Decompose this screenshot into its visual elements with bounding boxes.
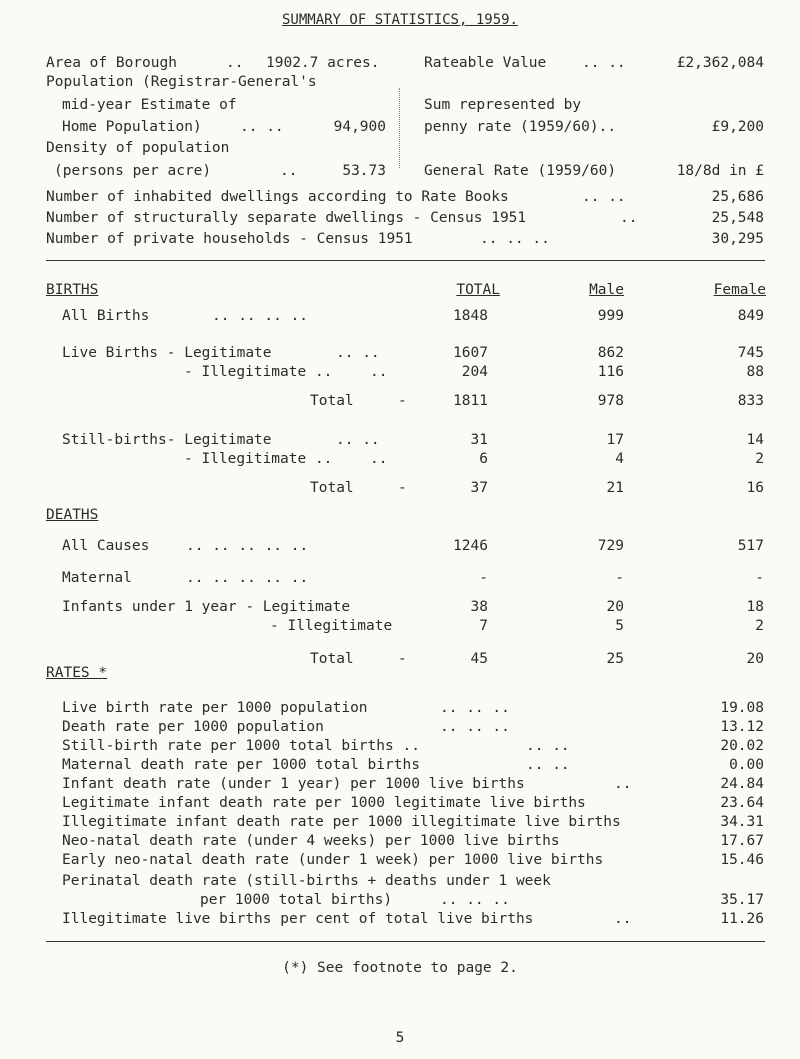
general-rate-value: 18/8d in £ (676, 163, 764, 179)
dwellings-label: Number of private households - Census 1951 (46, 231, 413, 247)
rateable-value: £2,362,084 (676, 55, 764, 71)
footnote: (*) See footnote to page 2. (282, 960, 518, 976)
births-heading: BIRTHS (46, 282, 99, 298)
row-dots: .. (370, 451, 388, 467)
rate-label: Legitimate infant death rate per 1000 legitimate live births (62, 795, 586, 811)
row-dash: - (398, 480, 407, 496)
row-dash: - (398, 651, 407, 667)
divider (46, 941, 765, 942)
female-cell: 18 (746, 599, 764, 615)
dwellings-value: 30,295 (711, 231, 764, 247)
female-cell: 745 (737, 345, 764, 361)
population-value: 94,900 (333, 119, 386, 135)
dwellings-value: 25,686 (711, 189, 764, 205)
rate-dots: .. .. .. (440, 719, 510, 735)
dwellings-dots: .. .. (582, 189, 626, 205)
female-cell: 20 (746, 651, 764, 667)
row-label: Total (310, 480, 354, 496)
total-cell: 1811 (453, 393, 488, 409)
row-dots: .. .. .. .. .. (186, 570, 309, 586)
rate-dots: .. (614, 776, 632, 792)
rate-value: 20.02 (720, 738, 764, 754)
total-cell: 45 (470, 651, 488, 667)
female-cell: 88 (746, 364, 764, 380)
rate-value: 23.64 (720, 795, 764, 811)
rate-dots: .. .. (526, 738, 570, 754)
column-divider (399, 88, 400, 168)
column-header-total: TOTAL (456, 282, 500, 298)
rate-label: Early neo-natal death rate (under 1 week) per 1000 live births (62, 852, 604, 868)
row-dots: .. .. (336, 345, 380, 361)
dwellings-label: Number of structurally separate dwellings - Census 1951 (46, 210, 527, 226)
total-cell: - (479, 570, 488, 586)
row-label: Total (310, 393, 354, 409)
rate-dots: .. .. .. (440, 892, 510, 908)
density-dots: .. (280, 163, 298, 179)
population-label-2: mid-year Estimate of (62, 97, 237, 113)
male-cell: 999 (597, 308, 624, 324)
density-label-2: (persons per acre) (54, 163, 212, 179)
dwellings-dots: .. .. .. (480, 231, 550, 247)
total-cell: 31 (470, 432, 488, 448)
rate-value: 24.84 (720, 776, 764, 792)
rate-label: Still-birth rate per 1000 total births .. (62, 738, 420, 754)
rate-label: Infant death rate (under 1 year) per 1000 live births (62, 776, 525, 792)
female-cell: 833 (737, 393, 764, 409)
column-header-male: Male (589, 282, 624, 298)
deaths-heading: DEATHS (46, 507, 99, 523)
row-label: Infants under 1 year - Legitimate (62, 599, 351, 615)
rate-label: Perinatal death rate (still-births + deaths under 1 week (62, 873, 551, 889)
area-dots: .. (226, 55, 244, 71)
density-label: Density of population (46, 140, 230, 156)
male-cell: 116 (597, 364, 624, 380)
row-dots: .. (370, 364, 388, 380)
rate-value: 35.17 (720, 892, 764, 908)
row-dash: - (398, 393, 407, 409)
male-cell: 5 (615, 618, 624, 634)
total-cell: 38 (470, 599, 488, 615)
row-label: - Illegitimate (270, 618, 393, 634)
male-cell: 17 (606, 432, 624, 448)
dwellings-value: 25,548 (711, 210, 764, 226)
row-dots: .. .. .. .. .. (186, 538, 309, 554)
female-cell: - (755, 570, 764, 586)
male-cell: 978 (597, 393, 624, 409)
row-label: Still-births- Legitimate (62, 432, 272, 448)
rates-heading: RATES * (46, 665, 108, 681)
rateable-label: Rateable Value (424, 55, 547, 71)
row-label: - Illegitimate .. (184, 364, 333, 380)
density-value: 53.73 (342, 163, 386, 179)
rate-value: 15.46 (720, 852, 764, 868)
total-cell: 1246 (453, 538, 488, 554)
row-dots: .. .. .. .. (212, 308, 309, 324)
general-rate-label: General Rate (1959/60) (424, 163, 617, 179)
female-cell: 517 (737, 538, 764, 554)
rate-value: 34.31 (720, 814, 764, 830)
female-cell: 849 (737, 308, 764, 324)
rate-label: Illegitimate live births per cent of total live births (62, 911, 534, 927)
divider (46, 260, 765, 261)
total-cell: 7 (479, 618, 488, 634)
rate-value: 13.12 (720, 719, 764, 735)
rate-label: Neo-natal death rate (under 4 weeks) per 1000 live births (62, 833, 560, 849)
row-label: Live Births - Legitimate (62, 345, 272, 361)
rate-value: 0.00 (729, 757, 764, 773)
population-dots: .. .. (240, 119, 284, 135)
penny-label: Sum represented by (424, 97, 582, 113)
female-cell: 14 (746, 432, 764, 448)
rate-label: per 1000 total births) (200, 892, 393, 908)
row-label: Total (310, 651, 354, 667)
row-label: All Causes (62, 538, 150, 554)
male-cell: - (615, 570, 624, 586)
rate-dots: .. (614, 911, 632, 927)
rateable-dots: .. .. (582, 55, 626, 71)
rate-label: Live birth rate per 1000 population (62, 700, 368, 716)
row-label: All Births (62, 308, 150, 324)
rate-label: Maternal death rate per 1000 total births (62, 757, 420, 773)
rate-label: Death rate per 1000 population (62, 719, 324, 735)
male-cell: 4 (615, 451, 624, 467)
total-cell: 1607 (453, 345, 488, 361)
rate-value: 17.67 (720, 833, 764, 849)
area-label: Area of Borough (46, 55, 177, 71)
page-title: SUMMARY OF STATISTICS, 1959. (281, 12, 518, 28)
rate-dots: .. .. (526, 757, 570, 773)
penny-label-2: penny rate (1959/60).. (424, 119, 617, 135)
total-cell: 37 (470, 480, 488, 496)
dwellings-label: Number of inhabited dwellings according to Rate Books (46, 189, 509, 205)
total-cell: 1848 (453, 308, 488, 324)
male-cell: 729 (597, 538, 624, 554)
dwellings-dots: .. (620, 210, 638, 226)
population-label-3: Home Population) (62, 119, 202, 135)
male-cell: 25 (606, 651, 624, 667)
population-label: Population (Registrar-General's (46, 74, 317, 90)
female-cell: 16 (746, 480, 764, 496)
penny-value: £9,200 (711, 119, 764, 135)
total-cell: 6 (479, 451, 488, 467)
total-cell: 204 (461, 364, 488, 380)
row-dots: .. .. (336, 432, 380, 448)
male-cell: 21 (606, 480, 624, 496)
row-label: Maternal (62, 570, 132, 586)
page-number: 5 (395, 1030, 405, 1046)
male-cell: 862 (597, 345, 624, 361)
column-header-female: Female (713, 282, 766, 298)
female-cell: 2 (755, 618, 764, 634)
rate-label: Illegitimate infant death rate per 1000 illegitimate live births (62, 814, 621, 830)
male-cell: 20 (606, 599, 624, 615)
area-value: 1902.7 acres. (266, 55, 380, 71)
rate-value: 11.26 (720, 911, 764, 927)
female-cell: 2 (755, 451, 764, 467)
row-label: - Illegitimate .. (184, 451, 333, 467)
rate-value: 19.08 (720, 700, 764, 716)
rate-dots: .. .. .. (440, 700, 510, 716)
